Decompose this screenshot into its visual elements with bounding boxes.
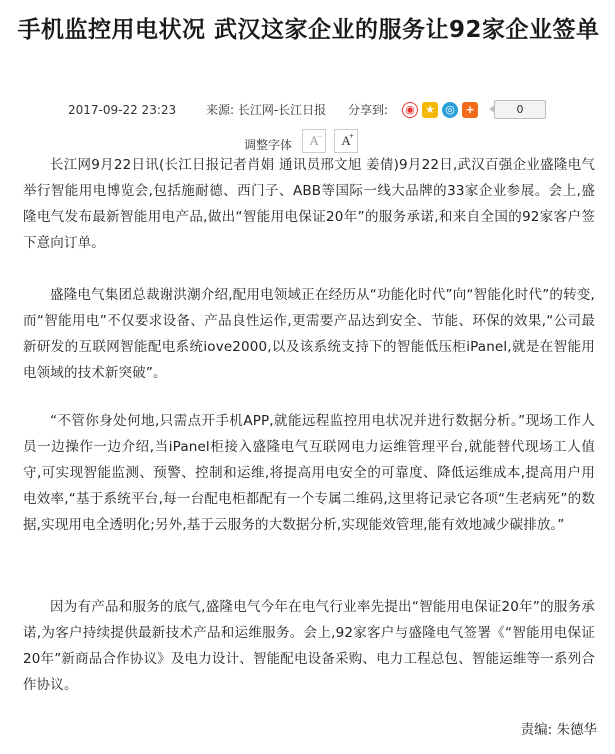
more-share-icon[interactable]: + <box>462 102 478 118</box>
share-count: 0 <box>494 100 546 119</box>
paragraph: 因为有产品和服务的底气,盛隆电气今年在电气行业率先提出“智能用电保证20年”的服务承诺,为客户持续提供最新技术产品和运维服务。会上,92家客户与盛隆电气签署《“智能用电保证20年”新商品合作协议》及电力设计、智能配电设备采购、电力工程总包、智能运维等一系列合作协议。 <box>23 599 595 693</box>
plus-icon: + <box>348 130 355 141</box>
source-label: 来源: <box>205 103 235 117</box>
weibo-icon[interactable]: ◉ <box>402 102 418 118</box>
source-link[interactable]: 长江网-长江日报 <box>237 103 327 117</box>
minus-icon: − <box>316 130 323 141</box>
font-decrease-button[interactable] <box>302 129 326 153</box>
font-size-controls <box>244 128 366 153</box>
share-label: 分享到: <box>348 103 389 117</box>
article-meta <box>68 101 326 118</box>
share-bar <box>348 100 546 119</box>
font-size-label: 调整字体 <box>244 138 293 152</box>
publish-date: 2017-09-22 23:23 <box>68 102 177 117</box>
tencent-weibo-icon[interactable]: ◎ <box>442 102 458 118</box>
paragraph: “不管你身处何地,只需点开手机APP,就能远程监控用电状况并进行数据分析。”现场工作人员一边操作一边介绍,当iPanel柜接入盛隆电气互联网电力运维管理平台,就能替代现场工人值守,可实现智能监测、预警、控制和运维,将提高用电安全的可靠度、降低运维成本,提高用户用电效率,“基于系统平台,每一台配电柜都配有一个专属二维码,这里将记录它各项“生老病死”的数据,实现用电全透明化;另外,基于云服务的大数据分析,实现能效管理,能有效地减少碳排放。” <box>23 413 595 533</box>
font-increase-label: A <box>341 132 351 148</box>
article-title: 手机监控用电状况 武汉这家企业的服务让92家企业签单 <box>17 17 600 43</box>
font-increase-button[interactable] <box>334 129 358 153</box>
font-decrease-label: A <box>309 132 319 148</box>
qzone-icon[interactable]: ★ <box>422 102 438 118</box>
editor-credit: 责编: 朱德华 <box>520 722 597 738</box>
paragraph: 盛隆电气集团总裁谢洪潮介绍,配用电领域正在经历从“功能化时代”向“智能化时代”的转变,而“智能用电”不仅要求设备、产品良性运作,更需要产品达到安全、节能、环保的效果,“公司最新研发的互联网智能配电系统iove2000,以及该系统支持下的智能低压柜iPanel,就是在智能用电领域的技术新突破”。 <box>23 287 595 381</box>
paragraph: 长江网9月22日讯(长江日报记者肖娟 通讯员邢文旭 姜倩)9月22日,武汉百强企业盛隆电气举行智能用电博览会,包括施耐德、西门子、ABB等国际一线大品牌的33家企业参展。会上,盛隆电气发布最新智能用电产品,做出“智能用电保证20年”的服务承诺,和来自全国的92家客户签下意向订单。 <box>23 157 595 251</box>
